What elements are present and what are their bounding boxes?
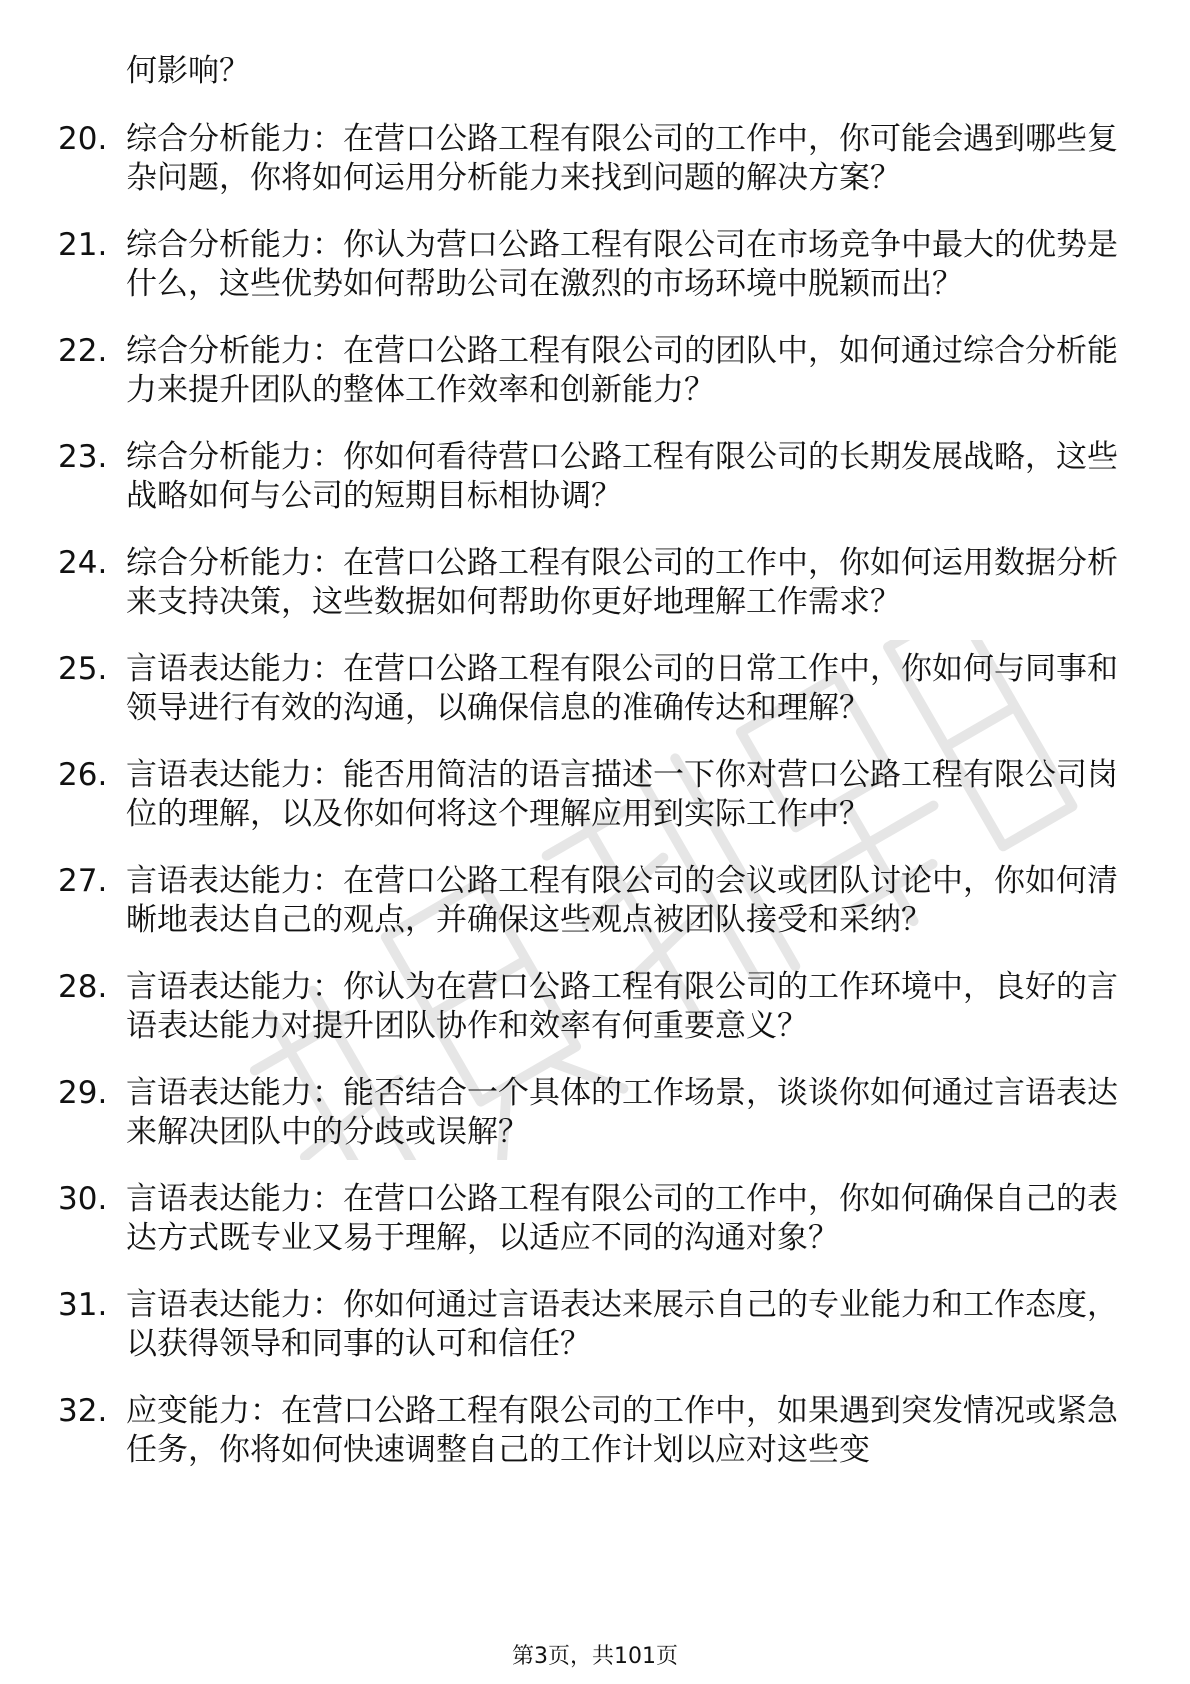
list-item: [58, 1392, 1118, 1469]
list-item: [58, 1074, 1118, 1151]
list-item: [58, 756, 1118, 833]
item-number: 23.: [58, 439, 108, 475]
continuation-text: 何影响？: [126, 53, 250, 89]
item-text: 言语表达能力：能否结合一个具体的工作场景，谈谈你如何通过言语表达来解决团队中的分歧或误解？: [126, 1075, 1118, 1150]
list-item: [58, 120, 1118, 197]
list-item: [58, 226, 1118, 303]
list-item: [58, 1180, 1118, 1257]
item-number: 24.: [58, 545, 108, 581]
item-text: 应变能力：在营口公路工程有限公司的工作中，如果遇到突发情况或紧急任务，你将如何快速调整自己的工作计划以应对这些变: [126, 1393, 1118, 1468]
item-text: 综合分析能力：你如何看待营口公路工程有限公司的长期发展战略，这些战略如何与公司的短期目标相协调？: [126, 439, 1118, 514]
item-text: 言语表达能力：在营口公路工程有限公司的工作中，你如何确保自己的表达方式既专业又易于理解，以适应不同的沟通对象？: [126, 1181, 1118, 1256]
list-item: [58, 650, 1118, 727]
item-number: 22.: [58, 333, 108, 369]
list-item: [58, 332, 1118, 409]
page-number-footer: 第3页，共101页: [512, 1644, 678, 1669]
item-number: 21.: [58, 227, 108, 263]
item-text: 综合分析能力：你认为营口公路工程有限公司在市场竞争中最大的优势是什么，这些优势如何帮助公司在激烈的市场环境中脱颖而出？: [126, 227, 1118, 302]
item-text: 综合分析能力：在营口公路工程有限公司的团队中，如何通过综合分析能力来提升团队的整体工作效率和创新能力？: [126, 333, 1118, 408]
item-number: 30.: [58, 1181, 108, 1217]
item-number: 29.: [58, 1075, 108, 1111]
item-number: 27.: [58, 863, 108, 899]
item-number: 31.: [58, 1287, 108, 1323]
list-item: [58, 1286, 1118, 1363]
list-item: [58, 544, 1118, 621]
item-number: 28.: [58, 969, 108, 1005]
item-text: 综合分析能力：在营口公路工程有限公司的工作中，你如何运用数据分析来支持决策，这些数据如何帮助你更好地理解工作需求？: [126, 545, 1118, 620]
list-item: [58, 438, 1118, 515]
item-text: 综合分析能力：在营口公路工程有限公司的工作中，你可能会遇到哪些复杂问题，你将如何运用分析能力来找到问题的解决方案？: [126, 121, 1118, 196]
list-item: [58, 862, 1118, 939]
question-list: [58, 52, 1118, 1498]
item-text: 言语表达能力：在营口公路工程有限公司的日常工作中，你如何与同事和领导进行有效的沟通，以确保信息的准确传达和理解？: [126, 651, 1118, 726]
item-text: 言语表达能力：在营口公路工程有限公司的会议或团队讨论中，你如何清晰地表达自己的观点，并确保这些观点被团队接受和采纳？: [126, 863, 1118, 938]
item-number: 26.: [58, 757, 108, 793]
item-number: 32.: [58, 1393, 108, 1429]
item-text: 言语表达能力：能否用简洁的语言描述一下你对营口公路工程有限公司岗位的理解，以及你如何将这个理解应用到实际工作中？: [126, 757, 1118, 832]
item-number: 20.: [58, 121, 108, 157]
item-text: 言语表达能力：你如何通过言语表达来展示自己的专业能力和工作态度，以获得领导和同事的认可和信任？: [126, 1287, 1118, 1362]
list-item: [58, 968, 1118, 1045]
item-number: 25.: [58, 651, 108, 687]
item-text: 言语表达能力：你认为在营口公路工程有限公司的工作环境中，良好的言语表达能力对提升团队协作和效率有何重要意义？: [126, 969, 1118, 1044]
